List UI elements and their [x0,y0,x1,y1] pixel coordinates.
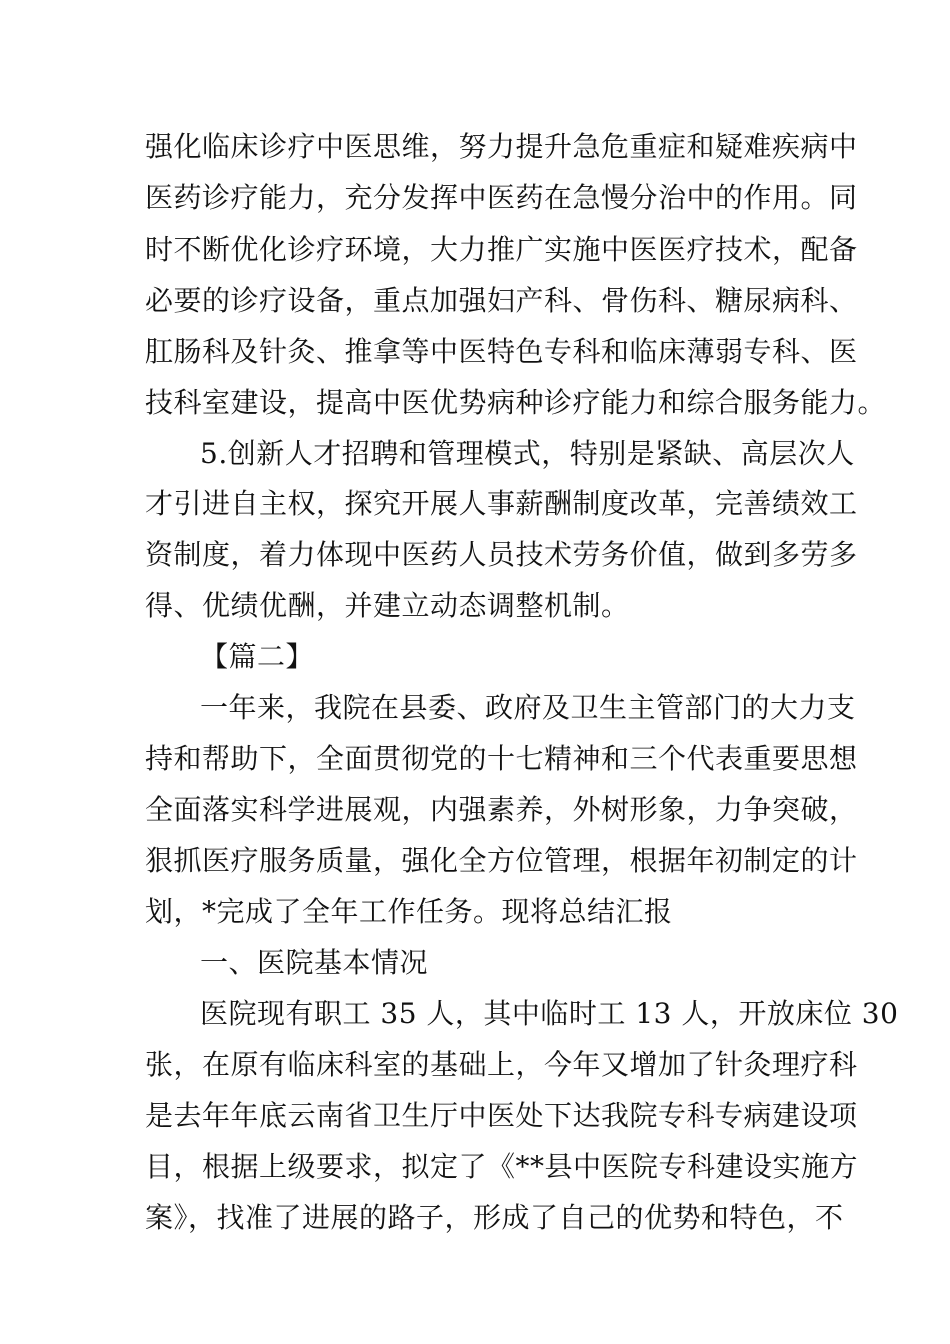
paragraph-line: 案》，找准了进展的路子，形成了自己的优势和特色，不 [145,1201,844,1234]
section-heading: 【篇二】 [200,640,315,673]
paragraph-line: 持和帮助下，全面贯彻党的十七精神和三个代表重要思想 [145,742,858,775]
paragraph-line: 全面落实科学进展观，内强素养，外树形象，力争突破， [145,793,858,826]
paragraph-line: 5.创新人才招聘和管理模式，特别是紧缺、高层次人 [200,437,855,470]
section-subheading: 一、医院基本情况 [200,946,429,979]
paragraph-line: 一年来，我院在县委、政府及卫生主管部门的大力支 [200,691,856,724]
paragraph-line: 强化临床诊疗中医思维，努力提升急危重症和疑难疾病中 [145,130,858,163]
paragraph-line: 才引进自主权，探究开展人事薪酬制度改革，完善绩效工 [145,487,858,520]
paragraph-line: 是去年年底云南省卫生厅中医处下达我院专科专病建设项 [145,1099,858,1132]
paragraph-line: 技科室建设，提高中医优势病种诊疗能力和综合服务能力。 [145,386,887,419]
paragraph-line: 必要的诊疗设备，重点加强妇产科、骨伤科、糖尿病科、 [145,284,858,317]
paragraph-line: 资制度，着力体现中医药人员技术劳务价值，做到多劳多 [145,538,858,571]
paragraph-line: 得、优绩优酬，并建立动态调整机制。 [145,589,630,622]
paragraph-line: 狠抓医疗服务质量，强化全方位管理，根据年初制定的计 [145,844,858,877]
paragraph-line: 张，在原有临床科室的基础上，今年又增加了针灸理疗科 [145,1048,858,1081]
paragraph-line: 时不断优化诊疗环境，大力推广实施中医医疗技术，配备 [145,233,858,266]
paragraph-line: 医院现有职工 35 人，其中临时工 13 人，开放床位 30 [200,997,899,1030]
paragraph-line: 目，根据上级要求，拟定了《**县中医院专科建设实施方 [145,1150,859,1183]
paragraph-line: 医药诊疗能力，充分发挥中医药在急慢分治中的作用。同 [145,181,858,214]
paragraph-line: 划，*完成了全年工作任务。现将总结汇报 [145,895,673,928]
paragraph-line: 肛肠科及针灸、推拿等中医特色专科和临床薄弱专科、医 [145,335,858,368]
